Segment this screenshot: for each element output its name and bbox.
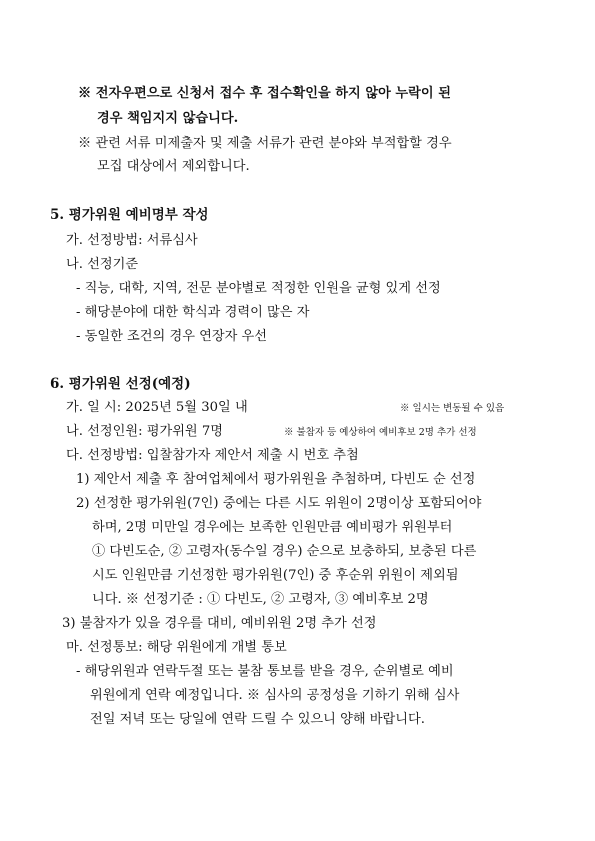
method-item-2-line: 니다. ※ 선정기준 : ① 다빈도, ② 고령자, ③ 예비후보 2명 (92, 592, 429, 607)
notice-line-3: ※ 관련 서류 미제출자 및 제출 서류가 관련 분야와 부적합할 경우 (78, 136, 452, 151)
section-5-criteria-label: 나. 선정기준 (66, 257, 139, 272)
method-item-2-line: 시도 인원만큼 기선정한 평가위원(7인) 중 후순위 위원이 제외됨 (92, 568, 459, 583)
notice-line-1: ※ 전자우편으로 신청서 접수 후 접수확인을 하지 않아 누락이 된 (78, 86, 451, 101)
method-item-3: 3) 불참자가 있을 경우를 대비, 예비위원 2명 추가 선정 (62, 616, 377, 631)
method-item-2-line: ① 다빈도순, ② 고령자(동수일 경우) 순으로 보충하되, 보충된 다른 (92, 544, 477, 559)
selection-method: 다. 선정방법: 입찰참가자 제안서 제출 시 번호 추첨 (66, 448, 359, 463)
selection-count: 나. 선정인원: 평가위원 7명 (66, 424, 223, 439)
criteria-item: - 직능, 대학, 지역, 전문 분야별로 적정한 인원을 균형 있게 선정 (76, 281, 441, 296)
section-6-title: 6. 평가위원 선정(예정) (50, 376, 191, 392)
notify-line: - 해당위원과 연락두절 또는 불참 통보를 받을 경우, 순위별로 예비 (76, 664, 454, 679)
criteria-item: - 해당분야에 대한 학식과 경력이 많은 자 (76, 305, 310, 320)
method-item-2-line: 2) 선정한 평가위원(7인) 중에는 다른 시도 위원이 2명이상 포함되어야 (76, 496, 482, 511)
selection-notify: 마. 선정통보: 해당 위원에게 개별 통보 (66, 640, 287, 655)
section-5-title: 5. 평가위원 예비명부 작성 (50, 207, 209, 223)
notice-line-4: 모집 대상에서 제외합니다. (97, 159, 250, 174)
selection-date: 가. 일 시: 2025년 5월 30일 내 (66, 400, 248, 415)
notice-line-2: 경우 책임지지 않습니다. (97, 111, 239, 126)
selection-date-note: ※ 일시는 변동될 수 있음 (400, 403, 505, 414)
method-item-2-line: 하며, 2명 미만일 경우에는 보족한 인원만큼 예비평가 위원부터 (92, 520, 453, 535)
section-5-method: 가. 선정방법: 서류심사 (66, 233, 198, 248)
notify-line: 전일 저녁 또는 당일에 연락 드릴 수 있으니 양해 바랍니다. (90, 712, 425, 727)
criteria-item: - 동일한 조건의 경우 연장자 우선 (76, 329, 268, 344)
method-item-1: 1) 제안서 제출 후 참여업체에서 평가위원을 추첨하며, 다빈도 순 선정 (76, 472, 476, 487)
selection-count-note: ※ 불참자 등 예상하여 예비후보 2명 추가 선정 (284, 427, 477, 438)
notify-line: 위원에게 연락 예정입니다. ※ 심사의 공정성을 기하기 위해 심사 (90, 688, 460, 703)
